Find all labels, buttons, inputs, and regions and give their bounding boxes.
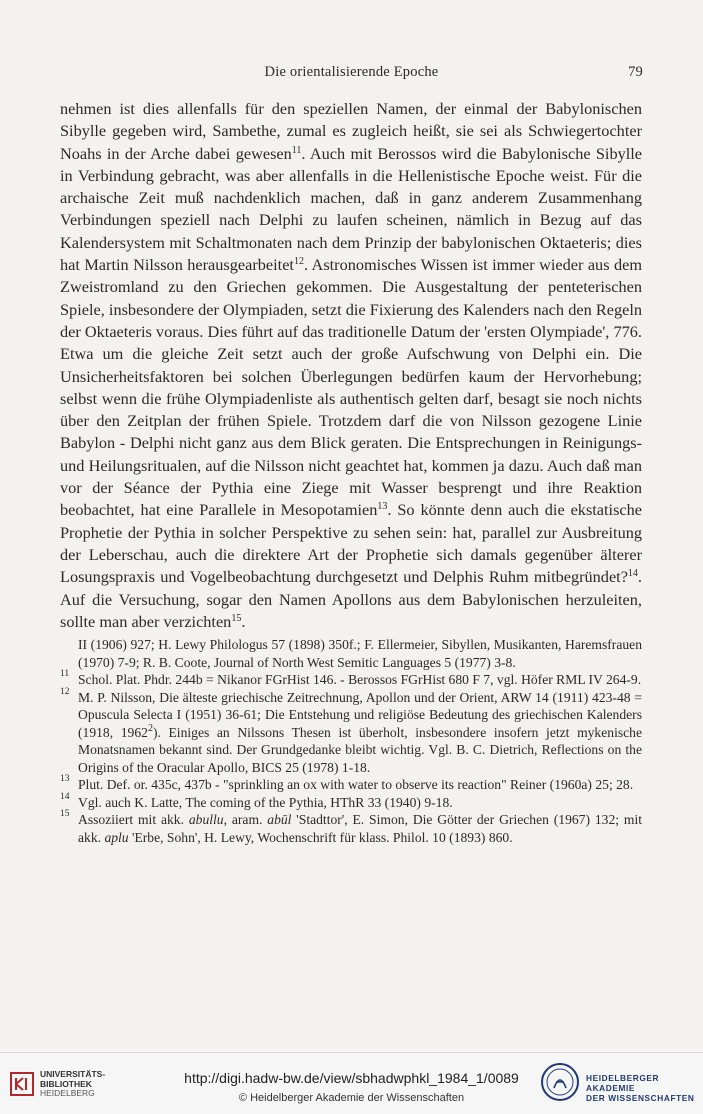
footnote-text: II (1906) 927; H. Lewy Philologus 57 (1898) 350f.; F. Ellermeier, Sibyllen, Musikanten, Haremsfrauen (1970) 7-9; R. B. Coote, Journal of North West Semitic Languages 5 (1977) 3-8. [78,637,642,670]
footnote-text: 'Erbe, Sohn', H. Lewy, Wochenschrift für klass. Philol. 10 (1893) 860. [128,829,513,845]
edition-superscript: 2 [147,722,153,734]
footnote-text: Schol. Plat. Phdr. 244b = Nikanor FGrHist 146. - Berossos FGrHist 680 F 7, vgl. Höfer RML IV 264-9. [78,672,642,687]
italic-term: aplu [104,829,129,845]
hadw-seal-icon[interactable] [540,1062,580,1102]
footnote-ref-14[interactable]: 14 [627,568,638,580]
library-line: UNIVERSITÄTS- [40,1069,106,1079]
footnote-text: Vgl. auch K. Latte, The coming of the Pythia, HThR 33 (1940) 9-18. [78,794,453,810]
footnote-14 [60,791,642,812]
running-head [60,64,643,84]
library-line: HEIDELBERG [40,1088,95,1098]
body-segment: . So könnte denn auch die ekstatische Prophetie der Pythia in solcher Perspektive zu sehen sein: hat, parallel zur Ausbreitung der Leberschau, auch die direktere Art der Prophetie sich damals gegenüber älterer Losungspraxis und Vogelbeobachtung durchgesetzt und Delphis Ruhm mitbegründet? [60,500,643,587]
body-segment: . [241,611,246,631]
footnote-number: 15 [60,809,70,819]
footnote-number: 11 [60,669,70,679]
footnote-text: 'Stadttor', E. Simon, Die Götter der Griechen (1967) 132; mit akk. [78,812,643,845]
page-number: 79 [628,64,643,80]
footnote-13 [60,776,642,794]
academy-line: HEIDELBERGER AKADEMIE [586,1073,660,1093]
italic-term: abūl [267,812,292,827]
footnote-number: 14 [60,791,70,802]
body-segment: . Astronomisches Wissen ist immer wieder aus dem Zweistromland zu den Griechen gekommen. Die Ausgestaltung der penteterischen Spiele, insbesondere der Olympiaden, setzt die Fixierung des Kalenders nach den Regeln der Oktaeteris voraus. Dies führt auf das traditionelle Datum der 'ersten Olympiade', 776. Etwa um die gleiche Zeit setzt auch der große Aufschwung von Delphi ein. Die Unsicherheitsfaktoren bei solchen Überlegungen bedürfen kaum der Hervorhebung; selbst wenn die frühe Olympiadenliste als authentisch gelten darf, besagt sie noch nichts über den Zeitplan der frühen Spiele. Trotzdem darf die von Nilsson gezogene Linie Babylon - Delphi nicht ganz aus dem Blick geraten. Die Entsprechungen in Reinigungs- und Heilungsritualen, auf die Nilsson nicht geachtet hat, kommen ja dazu. Auch daß man vor der Séance der Pythia eine Ziege mit Wasser besprengt und ihre Reaktion beobachtet, hat eine Parallele in Mesopotamien [60,255,642,520]
academy-line: DER WISSENSCHAFTEN [586,1093,695,1103]
footnote-text: ). Einiges an Nilssons Thesen ist überholt, insbesondere insofern jetzt mykenische Monatsnamen bekannt sind. Der Grundgedanke bleibt wichtig. Vgl. B. C. Dietrich, Reflections on the Origins of the Oracular Apollo, BICS 25 (1978) 1-18. [78,724,642,775]
footnote-number: 12 [60,686,70,697]
library-line: BIBLIOTHEK [40,1078,92,1089]
academy-name[interactable] [586,1073,703,1103]
footnote-text: Plut. Def. or. 435c, 437b - "sprinkling an ox with water to observe its reaction" Reiner (1960a) 25; 28. [78,777,634,792]
footnote-11 [60,671,642,689]
footnote-12 [60,686,642,777]
footnote-continuation [60,636,642,671]
body-segment: . Auf die Versuchung, sogar den Namen Apollons aus dem Babylonischen herzuleiten, sollte man aber verzichten [60,567,642,631]
viewer-footer [0,1052,703,1114]
running-title: Die orientalisierende Epoche [264,64,439,80]
footnote-ref-13[interactable]: 13 [377,501,388,513]
footnote-ref-11[interactable]: 11 [291,144,302,156]
footnote-text: Assoziiert mit akk. [78,812,189,827]
body-segment: . Auch mit Berossos wird die Babylonische Sibylle in Verbindung gebracht, was aber allenfalls in die Hellenistische Epoche weist. Für die archaische Zeit muß nachdenklich machen, daß in ganz anderem Zusammenhang Verbindungen speziell nach Delphi zu laufen scheinen, nämlich in Bezug auf das Kalendersystem mit Schaltmonaten nach dem Prinzip der babylonischen Oktaeteris; dies hat Martin Nilsson herausgearbeitet [60,143,643,275]
footnotes [60,636,642,846]
body-segment: nehmen ist dies allenfalls für den speziellen Namen, der einmal der Babylonischen Sibylle gegeben wird, Sambethe, zumal es zugleich heißt, sie sei als Schwiegertochter Noahs in der Arche dabei gewesen [60,99,642,163]
main-text [60,98,642,633]
footnote-15 [60,811,642,846]
italic-term: abullu [188,812,224,827]
footnote-ref-12[interactable]: 12 [293,256,304,268]
footnote-text: M. P. Nilsson, Die älteste griechische Zeitrechnung, Apollon und der Orient, ARW 14 (1911) 423-48 = Opuscula Selecta I (1951) 36-61; Die Entstehung und religiöse Bedeutung des griechischen Kalenders (1918, 1962 [78,689,642,740]
footnote-number: 13 [60,774,70,784]
footnote-text: , aram. [223,812,268,827]
copyright-notice: © Heidelberger Akademie der Wissenschaften [238,1092,465,1104]
permalink-url[interactable]: http://digi.hadw-bw.de/view/sbhadwphkl_1984_1/0089 [184,1070,519,1086]
footnote-ref-15[interactable]: 15 [231,612,242,624]
